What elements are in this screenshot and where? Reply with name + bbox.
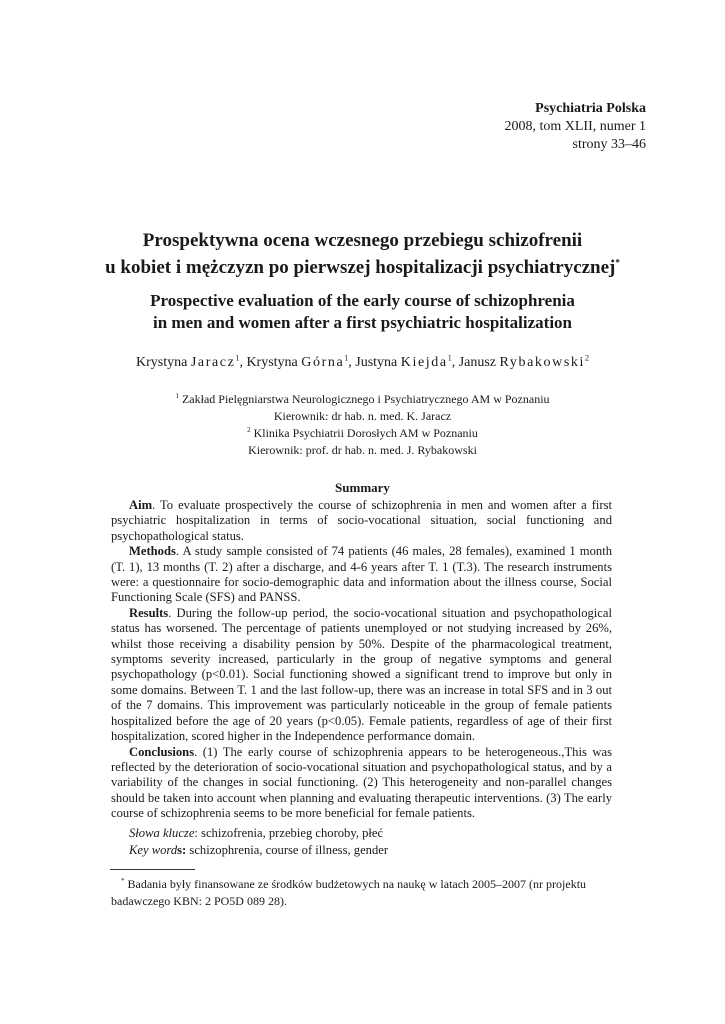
title-english — [0, 290, 725, 334]
journal-info — [504, 100, 646, 154]
abstract-results — [111, 606, 612, 745]
author-separator: , — [451, 355, 459, 370]
author-separator: , — [348, 355, 356, 370]
author-affiliation-number: 2 — [584, 353, 589, 363]
keywords-polish-label: Słowa klucze — [129, 826, 195, 840]
author-first-name: Justyna — [355, 355, 398, 370]
author-first-name: Krystyna — [246, 355, 298, 370]
title-english-line-1: Prospective evaluation of the early course of schizophrenia — [150, 291, 575, 310]
section-label: Results — [129, 605, 169, 620]
keywords-english — [129, 842, 388, 859]
author-first-name: Janusz — [458, 355, 497, 370]
journal-name: Psychiatria Polska — [535, 101, 646, 116]
section-text: . To evaluate prospectively the course of schizophrenia in men and women after a first psychiatric hospitalization in terms of socio-vocational situation, social functioning and psychopathological status. — [111, 498, 612, 543]
abstract-methods — [111, 544, 612, 606]
title-polish-line-2 — [0, 254, 725, 281]
author-affiliation-number: 1 — [344, 353, 349, 363]
section-text: . During the follow-up period, the socio-vocational situation and psychopathological status has worsened. The percentage of patients unemployed or not studying increased by 26%, whilst those receiving a disability pension by 50%. Despite of the pharmacological treatment, symptoms severity increased, particularly in the group of negative symptoms and general psychopathology (p<0.01). Social functioning showed a significant trend to improve but only in some domains. Between T. 1 and the last follow-up, there was an increase in total SFS and in 3 out of the 7 domains. This improvement was particularly noticeable in the group of female patients hospitalized before the age of 20 years (p<0.05). Female patients, regardless of age of their first hospitalization, scored higher in the Independence performance domain. — [111, 605, 612, 744]
title-polish — [0, 227, 725, 281]
title-polish-line-2-text: u kobiet i mężczyzn po pierwszej hospitalizacji psychiatrycznej — [105, 257, 616, 278]
abstract — [111, 498, 612, 822]
affiliation-text: Zakład Pielęgniarstwa Neurologicznego i Psychiatrycznego AM w Poznaniu — [181, 392, 550, 406]
journal-issue: 2008, tom XLII, numer 1 — [504, 119, 646, 134]
footnote-text: Badania były finansowane ze środków budżetowych na naukę w latach 2005–2007 (nr projektu badawczego KBN: 2 PO5D 089 28). — [111, 877, 587, 908]
affiliation-number: 2 — [247, 426, 251, 434]
section-label: Methods — [129, 544, 176, 559]
keywords-polish — [129, 825, 388, 842]
author — [459, 355, 589, 370]
summary-heading: Summary — [335, 480, 390, 495]
keywords-english-text: schizophrenia, course of illness, gender — [186, 843, 389, 857]
section-label: Conclusions — [129, 744, 195, 759]
author-last-name: Rybakowski — [499, 355, 585, 370]
keywords-polish-text: : schizofrenia, przebieg choroby, płeć — [194, 826, 384, 840]
affiliation-line — [0, 408, 725, 425]
affiliation-line — [0, 391, 725, 408]
footnote-divider — [110, 869, 195, 870]
keywords-english-label-suffix: s: — [177, 843, 187, 857]
keywords — [129, 825, 388, 859]
title-polish-line-1: Prospektywna ocena wczesnego przebiegu schizofrenii — [142, 230, 583, 251]
author — [355, 355, 458, 370]
author — [246, 355, 355, 370]
journal-pages: strony 33–46 — [572, 137, 646, 152]
section-label: Aim — [129, 498, 153, 512]
section-text: . A study sample consisted of 74 patients (46 males, 28 females), examined 1 month (T. 1), 13 months (T. 2) after a discharge, and 4-6 years after T. 1 (T.3). The research instruments were: a questionnaire for socio-demographic data and information about the illness course, Social Functioning Scale (SFS) and PANSS. — [111, 544, 612, 605]
title-english-line-2: in men and women after a first psychiatric hospitalization — [152, 313, 572, 332]
author — [136, 355, 246, 370]
author-affiliation-number: 1 — [447, 353, 452, 363]
affiliation-number: 1 — [175, 392, 179, 400]
author-first-name: Krystyna — [136, 355, 188, 370]
affiliation-line — [0, 425, 725, 442]
abstract-aim — [111, 498, 612, 544]
author-last-name: Jaracz — [190, 355, 236, 370]
affiliation-text: Kierownik: prof. dr hab. n. med. J. Rybakowski — [248, 443, 477, 457]
affiliation-text: Kierownik: dr hab. n. med. K. Jaracz — [273, 409, 452, 423]
author-last-name: Kiejda — [400, 355, 448, 370]
funding-footnote-marker: * — [615, 257, 620, 268]
affiliations — [0, 391, 725, 459]
keywords-english-label: Key word — [129, 843, 178, 857]
abstract-conclusions — [111, 745, 612, 822]
affiliation-line — [0, 442, 725, 459]
author-last-name: Górna — [301, 355, 345, 370]
affiliation-text: Klinika Psychiatrii Dorosłych AM w Poznaniu — [253, 426, 478, 440]
author-list — [0, 353, 725, 373]
author-affiliation-number: 1 — [235, 353, 240, 363]
section-text: . (1) The early course of schizophrenia appears to be heterogeneous.,This was reflected by the deterioration of socio-vocational situation and psychopathological status, and by a variability of the changes in social functioning. (2) This heterogeneity and non-parallel changes should be taken into account when planning and evaluating therapeutic interventions. (3) The early course of schizophrenia seems to be more beneficial for female patients. — [111, 744, 612, 821]
author-separator: , — [239, 355, 247, 370]
funding-footnote — [111, 876, 612, 910]
footnote-marker: * — [121, 877, 125, 885]
